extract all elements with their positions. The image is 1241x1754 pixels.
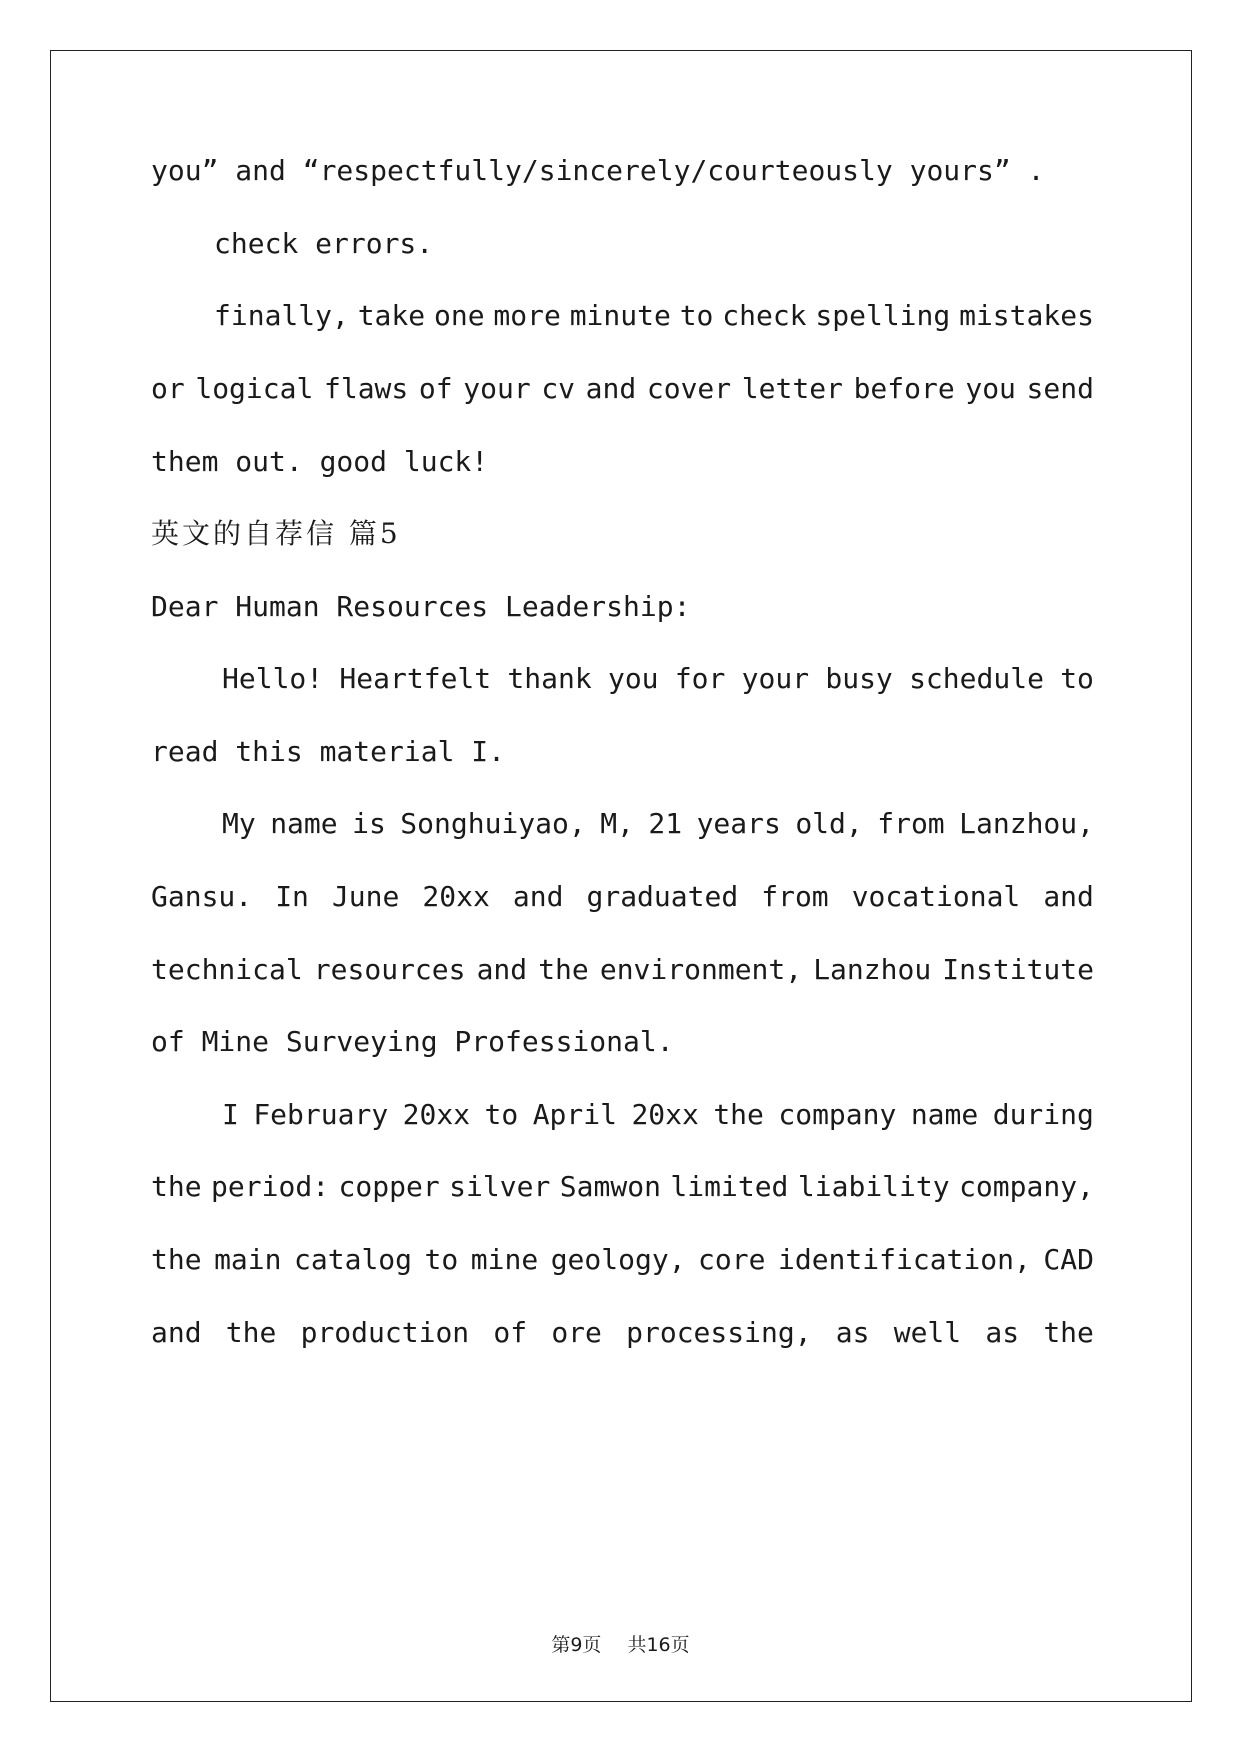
word: Institute xyxy=(942,953,1094,986)
text-line xyxy=(222,806,1094,842)
word: spelling xyxy=(815,299,951,332)
text-line: you” and “respectfully/sincerely/courteously yours” . xyxy=(151,154,1045,187)
text-line: them out. good luck! xyxy=(151,445,489,478)
word: minute xyxy=(569,299,671,332)
word: cover xyxy=(646,372,732,405)
word: 20xx xyxy=(402,1098,471,1131)
word: and xyxy=(585,372,637,405)
word: or xyxy=(151,372,185,405)
word: Lanzhou xyxy=(813,953,932,986)
word: the xyxy=(151,1243,202,1276)
word: the xyxy=(1043,1316,1094,1349)
word: mistakes xyxy=(959,299,1094,332)
word: production xyxy=(300,1316,470,1349)
word: check xyxy=(722,299,807,332)
text-line: read this material I. xyxy=(151,735,506,768)
text-line xyxy=(222,661,1094,697)
word: and xyxy=(151,1316,202,1349)
word: from xyxy=(761,880,829,913)
word: of xyxy=(418,372,453,405)
word: the xyxy=(151,1170,202,1203)
word: cv xyxy=(541,372,576,405)
word: In xyxy=(275,880,309,913)
word: geology, xyxy=(550,1243,686,1276)
word: to xyxy=(484,1098,519,1131)
text-line: of Mine Surveying Professional. xyxy=(151,1025,674,1058)
word: more xyxy=(493,299,561,332)
word: company xyxy=(778,1098,897,1131)
word: your xyxy=(463,372,531,405)
text-line xyxy=(151,879,1094,915)
word: Songhuiyao, xyxy=(400,807,586,840)
word: copper xyxy=(338,1170,440,1203)
word: company, xyxy=(959,1170,1094,1203)
word: before xyxy=(853,372,955,405)
word: My xyxy=(222,807,256,840)
text-line xyxy=(151,1169,1094,1205)
text-line xyxy=(151,371,1094,407)
word: name xyxy=(910,1098,979,1131)
word: catalog xyxy=(294,1243,413,1276)
word: graduated xyxy=(586,880,739,913)
word: April xyxy=(532,1098,617,1131)
word: schedule xyxy=(909,662,1044,695)
word: take xyxy=(357,299,426,332)
word: period: xyxy=(211,1170,330,1203)
word: vocational xyxy=(851,880,1021,913)
word: to xyxy=(424,1243,459,1276)
word: well xyxy=(893,1316,962,1349)
word: resources xyxy=(313,953,466,986)
word: one xyxy=(433,299,485,332)
word: Heartfelt xyxy=(339,662,492,695)
word: you xyxy=(965,372,1016,405)
word: June xyxy=(331,880,400,913)
word: the xyxy=(538,953,589,986)
word: 21 xyxy=(648,807,683,840)
word: ore xyxy=(551,1316,602,1349)
word: Hello! xyxy=(222,662,324,695)
word: to xyxy=(679,299,714,332)
word: Samwon xyxy=(559,1170,661,1203)
word: Gansu. xyxy=(151,880,253,913)
text-line xyxy=(151,1315,1094,1351)
word: logical xyxy=(195,372,314,405)
word: you xyxy=(607,662,659,695)
word: technical xyxy=(151,953,303,986)
text-line: check errors. xyxy=(214,227,434,260)
word: from xyxy=(877,807,945,840)
word: mine xyxy=(470,1243,539,1276)
word: liability xyxy=(797,1170,950,1203)
word: of xyxy=(493,1316,528,1349)
word: as xyxy=(985,1316,1020,1349)
word: M, xyxy=(600,807,634,840)
word: the xyxy=(225,1316,277,1349)
text-line xyxy=(222,1097,1094,1133)
word: old, xyxy=(795,807,863,840)
text-line xyxy=(214,298,1094,334)
word: identification, xyxy=(777,1243,1031,1276)
word: 20xx xyxy=(631,1098,699,1131)
word: main xyxy=(214,1243,282,1276)
word: and xyxy=(512,880,564,913)
word: during xyxy=(992,1098,1094,1131)
word: years xyxy=(696,807,781,840)
word: name xyxy=(270,807,338,840)
text-line xyxy=(151,1242,1094,1278)
word: environment, xyxy=(599,953,803,986)
word: as xyxy=(835,1316,870,1349)
word: Lanzhou, xyxy=(959,807,1094,840)
word: core xyxy=(698,1243,766,1276)
word: your xyxy=(741,662,810,695)
word: and xyxy=(476,953,528,986)
page-total: 共16页 xyxy=(627,1634,690,1656)
section-heading: 英文的自荐信 篇5 xyxy=(151,517,401,550)
word: to xyxy=(1060,662,1094,695)
word: is xyxy=(352,807,386,840)
word: CAD xyxy=(1043,1243,1094,1276)
salutation: Dear Human Resources Leadership: xyxy=(151,590,691,623)
word: send xyxy=(1026,372,1094,405)
word: finally, xyxy=(214,299,349,332)
page-footer xyxy=(0,1630,1241,1657)
text-line xyxy=(151,952,1094,988)
word: and xyxy=(1043,880,1094,913)
word: 20xx xyxy=(422,880,490,913)
word: for xyxy=(674,662,726,695)
word: I xyxy=(222,1098,239,1131)
page-number: 第9页 xyxy=(551,1634,602,1656)
word: letter xyxy=(741,372,843,405)
word: the xyxy=(713,1098,764,1131)
word: flaws xyxy=(323,372,409,405)
word: silver xyxy=(449,1170,551,1203)
word: limited xyxy=(670,1170,789,1203)
word: February xyxy=(253,1098,389,1131)
word: busy xyxy=(825,662,893,695)
word: thank xyxy=(507,662,592,695)
word: processing, xyxy=(626,1316,812,1349)
